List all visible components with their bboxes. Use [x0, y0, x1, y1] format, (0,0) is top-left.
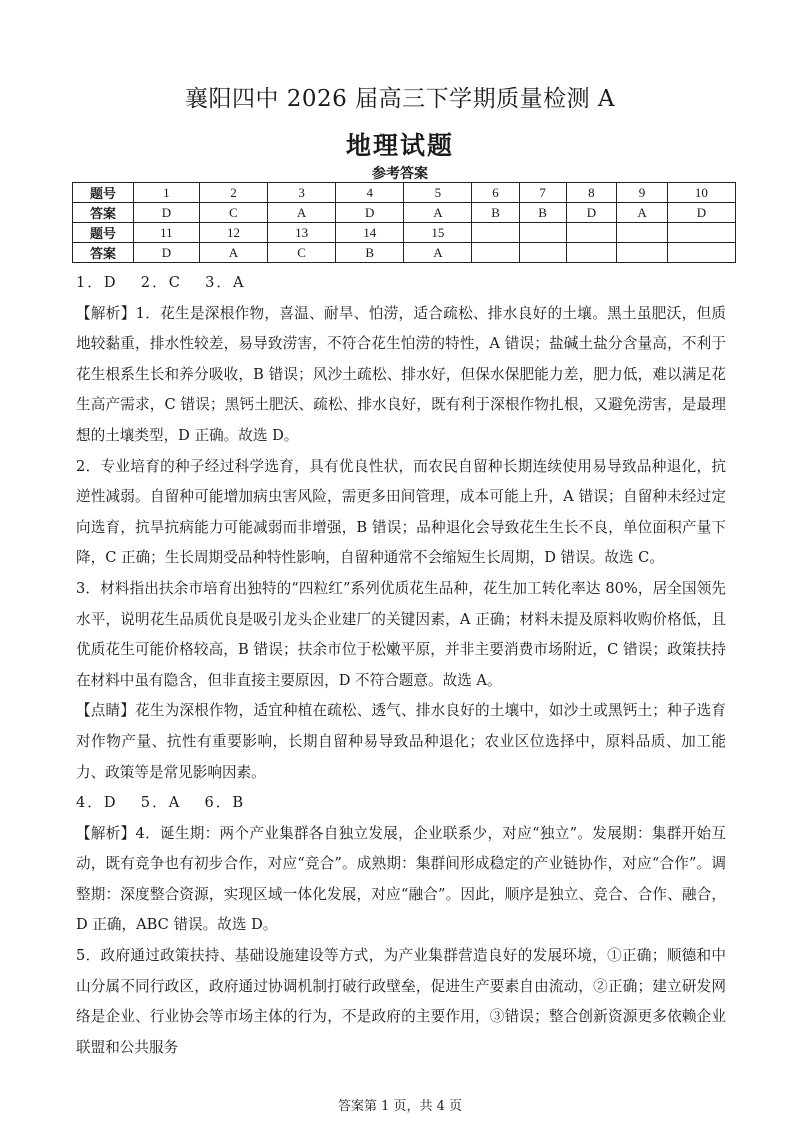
- answer-explanations: [76, 268, 726, 1063]
- table-cell: B: [472, 203, 519, 223]
- table-cell: D: [566, 203, 617, 223]
- table-cell: 13: [268, 223, 336, 243]
- table-cell: A: [199, 243, 267, 263]
- table-cell: 7: [519, 183, 566, 203]
- table-cell: 6: [472, 183, 519, 203]
- table-row: [73, 243, 736, 263]
- table-cell: 11: [134, 223, 200, 243]
- analysis-5: 5．政府通过政策扶持、基础设施建设等方式，为产业集群营造良好的发展环境，①正确；顺德和中山分属不同行政区，政府通过协调机制打破行政壁垒，促进生产要素自由流动，②正确；建立研发网络是企业、行业协会等市场主体的行为，不是政府的主要作用，③错误；整合创新资源更多依赖企业联盟和公共服务: [76, 947, 726, 1056]
- table-cell: [667, 223, 735, 243]
- table-cell: A: [404, 243, 472, 263]
- table-cell: 2: [199, 183, 267, 203]
- table-cell: A: [268, 203, 336, 223]
- table-cell: 1: [134, 183, 200, 203]
- table-cell: [472, 243, 519, 263]
- analysis-4: 【解析】4．诞生期：两个产业集群各自独立发展，企业联系少，对应“独立”。发展期：集群开始互动，既有竞争也有初步合作，对应“竞合”。成熟期：集群间形成稳定的产业链协作，对应“合作”。调整期：深度整合资源，实现区域一体化发展，对应“融合”。因此，顺序是独立、竞合、合作、融合，D 正确，ABC 错误。故选 D。: [76, 824, 726, 934]
- answers-4-6: 4．D 5．A 6．B: [76, 794, 246, 812]
- table-cell: 15: [404, 223, 472, 243]
- row-label-question: 题号: [73, 223, 134, 243]
- table-cell: D: [667, 203, 735, 223]
- table-cell: 10: [667, 183, 735, 203]
- exam-title: 襄阳四中 2026 届高三下学期质量检测 A: [184, 86, 616, 112]
- page-footer: 答案第 1 页，共 4 页: [337, 1099, 463, 1114]
- table-cell: 5: [404, 183, 472, 203]
- table-cell: 14: [336, 223, 404, 243]
- table-cell: B: [519, 203, 566, 223]
- analysis-2: 2．专业培育的种子经过科学选育，具有优良性状，而农民自留种长期连续使用易导致品种退化，抗逆性减弱。自留种可能增加病虫害风险，需更多田间管理，成本可能上升，A 错误；自留种未经过定向选育，抗旱抗病能力可能减弱而非增强，B 错误；品种退化会导致花生生长不良，单位面积产量下降，C 正确；生长周期受品种特性影响，自留种通常不会缩短生长周期，D 错误。故选 C。: [76, 457, 726, 567]
- table-cell: [519, 223, 566, 243]
- table-cell: [472, 223, 519, 243]
- table-cell: 3: [268, 183, 336, 203]
- table-cell: [617, 223, 668, 243]
- analysis-1: 【解析】1．花生是深根作物，喜温、耐旱、怕涝，适合疏松、排水良好的土壤。黑土虽肥沃，但质地较黏重，排水性较差，易导致涝害，不符合花生怕涝的特性，A 错误；盐碱土盐分含量高，不利于花生根系生长和养分吸收，B 错误；风沙土疏松、排水好，但保水保肥能力差，肥力低，难以满足花生高产需求，C 错误；黑钙土肥沃、疏松、排水良好，既有利于深根作物扎根，又避免涝害，是最理想的土壤类型，D 正确。故选 D。: [76, 304, 726, 444]
- table-cell: 12: [199, 223, 267, 243]
- table-cell: [519, 243, 566, 263]
- table-cell: [566, 223, 617, 243]
- table-row: [73, 203, 736, 223]
- row-label-answer: 答案: [73, 243, 134, 263]
- table-cell: D: [336, 203, 404, 223]
- table-cell: [617, 243, 668, 263]
- table-cell: B: [336, 243, 404, 263]
- analysis-3: 3．材料指出扶余市培育出独特的“四粒红”系列优质花生品种，花生加工转化率达 80%，居全国领先水平，说明花生品质优良是吸引龙头企业建厂的关键因素，A 正确；材料未提及原料收购价格低，且优质花生可能价格较高，B 错误；扶余市位于松嫩平原，并非主要消费市场附近，C 错误；政策扶持在材料中虽有隐含，但非直接主要原因，D 不符合题意。故选 A。: [76, 579, 726, 689]
- table-cell: C: [199, 203, 267, 223]
- table-cell: C: [268, 243, 336, 263]
- table-cell: A: [617, 203, 668, 223]
- row-label-answer: 答案: [73, 203, 134, 223]
- table-cell: 9: [617, 183, 668, 203]
- answers-1-3: 1．D 2．C 3．A: [76, 274, 246, 291]
- table-cell: 8: [566, 183, 617, 203]
- table-cell: D: [134, 243, 200, 263]
- answer-key-label: 参考答案: [372, 166, 428, 182]
- table-row: [73, 223, 736, 243]
- table-row: [73, 183, 736, 203]
- row-label-question: 题号: [73, 183, 134, 203]
- table-cell: [566, 243, 617, 263]
- table-cell: D: [134, 203, 200, 223]
- answer-table: [72, 182, 736, 263]
- key-point-note: 【点睛】花生为深根作物，适宜种植在疏松、透气、排水良好的土壤中，如沙土或黑钙土；种子选育对作物产量、抗性有重要影响，长期自留种易导致品种退化；农业区位选择中，原料品质、加工能力、政策等是常见影响因素。: [76, 702, 726, 781]
- subject-title: 地理试题: [345, 131, 454, 160]
- table-cell: 4: [336, 183, 404, 203]
- table-cell: [667, 243, 735, 263]
- table-cell: A: [404, 203, 472, 223]
